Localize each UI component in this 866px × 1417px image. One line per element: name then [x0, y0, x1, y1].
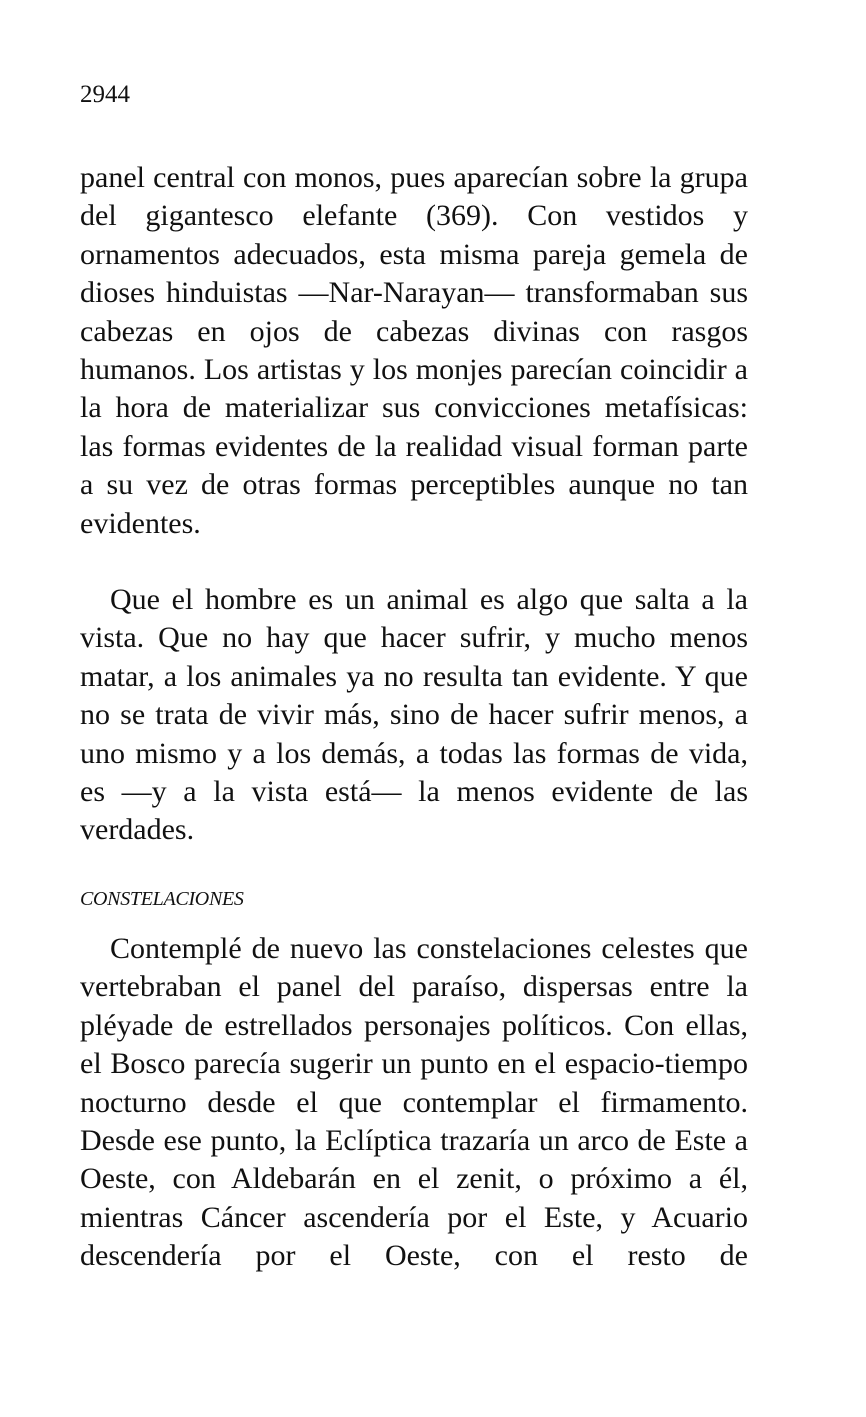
- page-number: 2944: [80, 81, 130, 108]
- paragraph-2: Que el hombre es un animal es algo que salta a la vista. Que no hay que hacer sufrir, y mucho menos matar, a los animales ya no resulta tan evidente. Y que no se trata de vivir más, sino de hacer sufrir menos, a uno mismo y a los demás, a todas las formas de vida, es —y a la vista está— la menos evidente de las verdades.: [80, 583, 748, 847]
- paragraph-3: Contemplé de nuevo las constelaciones celestes que vertebraban el panel del paraíso, dispersas entre la pléyade de estrellados personajes políticos. Con ellas, el Bosco parecía sugerir un punto en el espacio-tiempo nocturno desde el que contemplar el firmamento. Desde ese punto, la Eclíptica trazaría un arco de Este a Oeste, con Aldebarán en el zenit, o próximo a él, mientras Cáncer ascendería por el Este, y Acuario descendería por el Oeste, con el resto de: [80, 932, 748, 1273]
- section-heading: CONSTELACIONES: [80, 888, 244, 910]
- paragraph-1: panel central con monos, pues aparecían sobre la grupa del gigantesco elefante (369). Con vestidos y ornamentos adecuados, esta misma pareja gemela de dioses hinduistas —Nar-Narayan— transformaban sus cabezas en ojos de cabezas divinas con rasgos humanos. Los artistas y los monjes parecían coincidir a la hora de materializar sus convicciones metafísicas: las formas evidentes de la realidad visual forman parte a su vez de otras formas perceptibles aunque no tan evidentes.: [80, 161, 748, 540]
